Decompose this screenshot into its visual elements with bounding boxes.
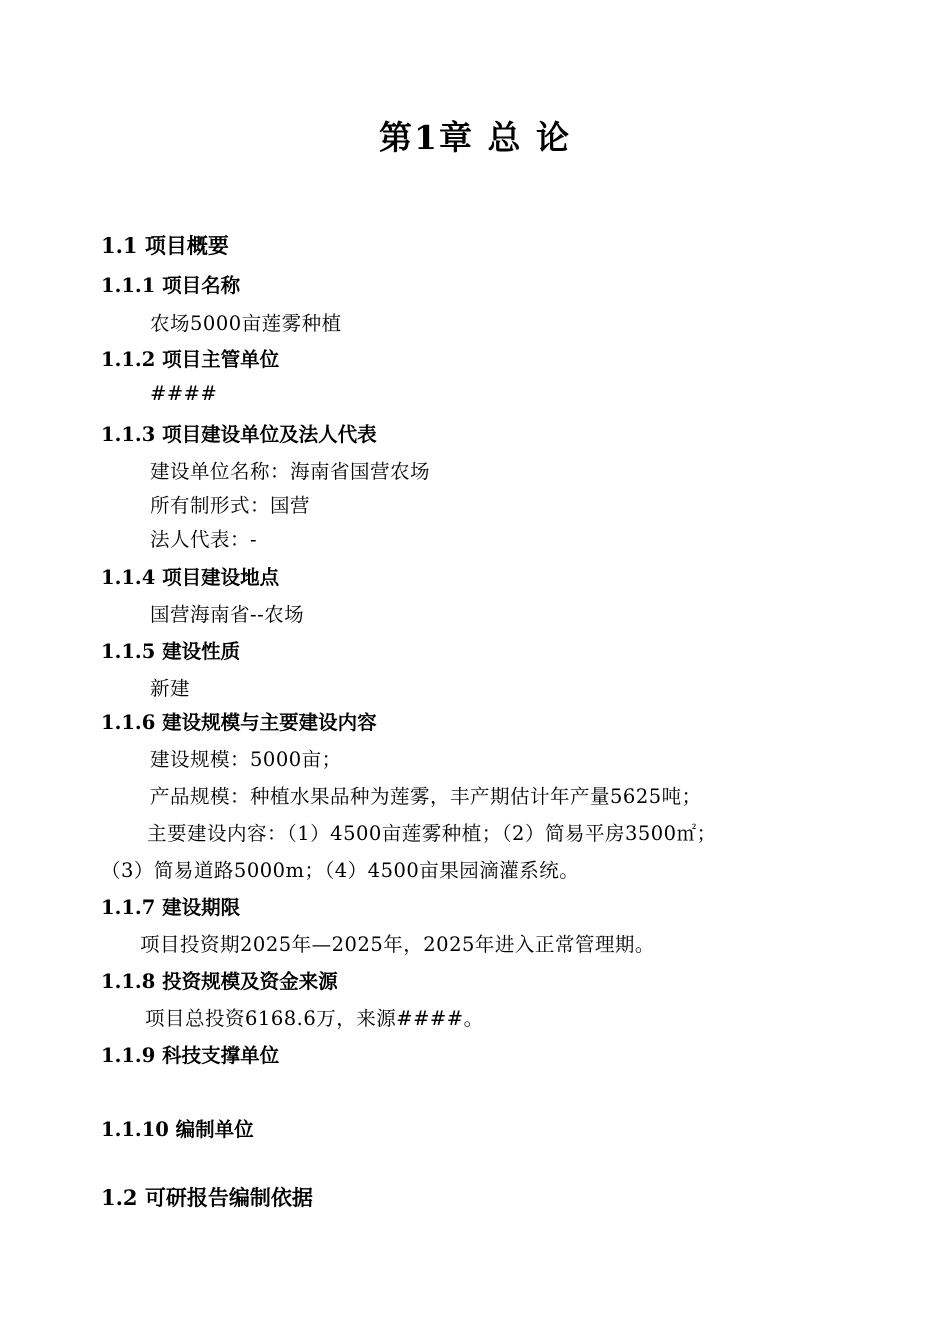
main-content-line2: （3）简易道路5000m；（4）4500亩果园滴灌系统。 xyxy=(101,859,580,882)
section-1-1-1-heading: 1.1.1 项目名称 xyxy=(101,274,241,297)
section-1-1-3-heading: 1.1.3 项目建设单位及法人代表 xyxy=(101,423,377,446)
main-content-line1: 主要建设内容：（1）4500亩莲雾种植；（2）简易平房3500㎡； xyxy=(147,822,717,845)
construction-unit-name: 建设单位名称：海南省国营农场 xyxy=(150,460,431,483)
construction-period-text: 项目投资期2025年—2025年，2025年进入正常管理期。 xyxy=(140,933,655,956)
product-scale-text: 产品规模：种植水果品种为莲雾，丰产期估计年产量5625吨； xyxy=(150,785,702,808)
project-name-text: 农场5000亩莲雾种植 xyxy=(150,312,342,335)
investment-text: 项目总投资6168.6万，来源####。 xyxy=(145,1007,484,1030)
construction-site-text: 国营海南省--农场 xyxy=(150,603,305,626)
section-1-1-2-heading: 1.1.2 项目主管单位 xyxy=(101,348,280,371)
section-1-1-8-heading: 1.1.8 投资规模及资金来源 xyxy=(101,970,338,993)
ownership-form: 所有制形式：国营 xyxy=(150,494,311,517)
chapter-title: 第1章 总 论 xyxy=(379,118,571,157)
section-1-1-9-heading: 1.1.9 科技支撑单位 xyxy=(101,1044,280,1067)
section-1-1-5-heading: 1.1.5 建设性质 xyxy=(101,640,241,663)
section-1-1-heading: 1.1 项目概要 xyxy=(101,233,229,258)
section-1-1-7-heading: 1.1.7 建设期限 xyxy=(101,896,241,919)
construction-nature-text: 新建 xyxy=(150,677,191,700)
supervising-unit-text: #### xyxy=(150,382,218,405)
construction-scale-text: 建设规模：5000亩； xyxy=(150,748,342,771)
legal-representative: 法人代表：- xyxy=(150,528,258,551)
section-1-2-heading: 1.2 可研报告编制依据 xyxy=(101,1185,313,1210)
section-1-1-10-heading: 1.1.10 编制单位 xyxy=(101,1118,254,1141)
section-1-1-6-heading: 1.1.6 建设规模与主要建设内容 xyxy=(101,711,377,734)
section-1-1-4-heading: 1.1.4 项目建设地点 xyxy=(101,566,280,589)
